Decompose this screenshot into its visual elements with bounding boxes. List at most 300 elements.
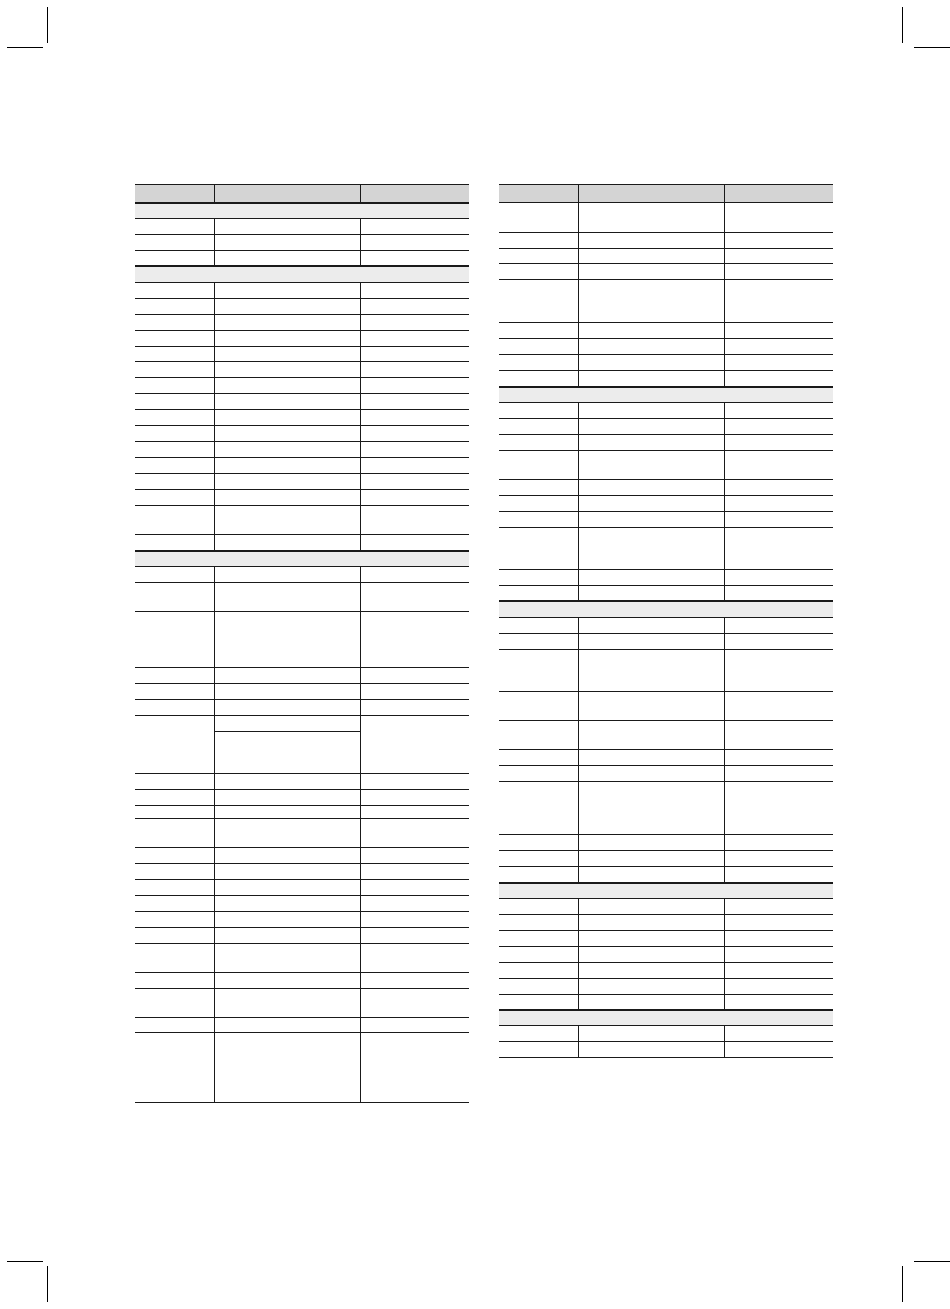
table-cell	[499, 185, 578, 202]
table-cell	[499, 419, 578, 434]
table-cell	[724, 618, 833, 633]
table-row	[499, 280, 833, 323]
table-cell	[135, 684, 214, 699]
table-cell	[724, 528, 833, 569]
table-cell	[499, 264, 578, 279]
table-cell	[578, 995, 725, 1009]
table-cell	[214, 506, 361, 534]
table-cell	[135, 989, 214, 1017]
table-row	[499, 528, 833, 570]
table-row	[499, 750, 833, 766]
table-row	[499, 947, 833, 963]
table-cell	[724, 480, 833, 495]
table-row	[135, 458, 469, 474]
table-cell	[578, 750, 725, 765]
table-cell	[578, 512, 725, 527]
table-cell	[578, 419, 725, 434]
table-row	[135, 410, 469, 426]
table-row	[135, 896, 469, 912]
table-cell	[499, 435, 578, 450]
table-row	[499, 766, 833, 782]
table-cell	[724, 355, 833, 370]
crop-mark-bottom-right-vertical	[902, 1266, 903, 1302]
table-cell	[724, 249, 833, 263]
table-cell	[214, 716, 361, 773]
table-cell	[214, 410, 361, 425]
table-row	[135, 442, 469, 458]
table-row	[499, 419, 833, 435]
table-cell	[360, 474, 469, 489]
table-cell	[578, 570, 725, 585]
table-cell	[360, 864, 469, 879]
table-cell	[214, 944, 361, 972]
table-cell	[499, 963, 578, 978]
table-cell	[214, 848, 361, 863]
table-cell	[135, 394, 214, 409]
table-cell	[360, 458, 469, 473]
table-cell	[214, 347, 361, 361]
table-section-header	[499, 601, 833, 618]
table-cell	[360, 819, 469, 847]
table-cell	[135, 426, 214, 441]
table-cell	[135, 612, 214, 667]
table-cell	[214, 235, 361, 250]
table-cell	[578, 766, 725, 781]
table-cell	[578, 586, 725, 600]
table-cell	[214, 806, 361, 818]
table-row	[499, 435, 833, 451]
table-cell	[214, 912, 361, 927]
table-cell	[135, 219, 214, 234]
table-cell	[135, 912, 214, 927]
table-row	[499, 721, 833, 750]
table-cell	[578, 403, 725, 418]
table-cell	[214, 880, 361, 895]
table-cell	[724, 451, 833, 479]
table-cell	[578, 721, 725, 749]
table-cell	[724, 931, 833, 946]
table-row	[499, 867, 833, 883]
table-cell	[724, 233, 833, 248]
table-row	[499, 496, 833, 512]
table-row	[499, 963, 833, 979]
table-row	[135, 774, 469, 790]
table-row	[135, 583, 469, 612]
left-spec-table	[135, 184, 469, 1103]
table-cell	[724, 835, 833, 850]
table-cell	[214, 378, 361, 393]
table-cell	[578, 963, 725, 978]
table-cell	[360, 378, 469, 393]
table-cell	[135, 410, 214, 425]
table-cell	[578, 355, 725, 370]
table-cell	[214, 819, 361, 847]
table-cell	[214, 185, 361, 202]
table-cell	[724, 203, 833, 232]
table-cell	[724, 496, 833, 511]
table-cell	[499, 835, 578, 850]
crop-mark-top-right-horizontal	[914, 47, 950, 48]
table-cell	[214, 567, 361, 582]
table-row	[499, 915, 833, 931]
table-cell	[214, 864, 361, 879]
table-row	[135, 989, 469, 1018]
table-row	[499, 203, 833, 233]
table-row	[499, 371, 833, 387]
table-cell	[214, 490, 361, 505]
table-cell	[135, 535, 214, 550]
table-cell	[360, 912, 469, 927]
table-row	[135, 864, 469, 880]
table-cell	[499, 323, 578, 338]
table-cell	[135, 378, 214, 393]
table-row	[135, 506, 469, 535]
table-row	[499, 782, 833, 835]
table-cell	[499, 512, 578, 527]
table-cell	[135, 458, 214, 473]
table-cell	[214, 583, 361, 611]
table-row	[135, 235, 469, 251]
table-cell	[214, 283, 361, 298]
table-section-header	[499, 387, 833, 403]
table-cell	[214, 458, 361, 473]
table-cell	[360, 806, 469, 818]
table-cell	[578, 264, 725, 279]
table-row	[499, 403, 833, 419]
table-cell	[578, 480, 725, 495]
table-cell	[578, 249, 725, 263]
table-cell	[499, 339, 578, 354]
table-cell	[499, 766, 578, 781]
table-cell	[499, 355, 578, 370]
table-row	[135, 684, 469, 700]
table-row	[135, 1018, 469, 1033]
table-cell	[499, 233, 578, 248]
table-cell	[360, 1018, 469, 1032]
table-cell	[135, 848, 214, 863]
table-row	[135, 474, 469, 490]
table-row	[499, 650, 833, 692]
table-row	[135, 315, 469, 331]
table-section-header	[499, 883, 833, 899]
table-cell	[360, 973, 469, 988]
table-cell	[578, 618, 725, 633]
table-cell	[214, 474, 361, 489]
table-cell	[135, 185, 214, 202]
table-cell	[724, 419, 833, 434]
table-cell	[499, 995, 578, 1009]
table-row	[499, 451, 833, 480]
table-cell	[135, 864, 214, 879]
table-cell	[135, 716, 214, 773]
table-cell	[499, 280, 578, 322]
table-cell	[724, 692, 833, 720]
table-cell	[499, 979, 578, 994]
table-cell	[499, 851, 578, 866]
table-row	[135, 806, 469, 819]
table-cell	[360, 394, 469, 409]
table-cell	[499, 480, 578, 495]
table-cell	[214, 299, 361, 314]
table-row	[135, 490, 469, 506]
table-cell	[724, 650, 833, 691]
table-cell	[135, 251, 214, 265]
table-cell	[578, 496, 725, 511]
table-cell	[499, 451, 578, 479]
table-row	[135, 716, 469, 774]
table-cell	[360, 567, 469, 582]
table-cell	[724, 979, 833, 994]
table-cell	[214, 612, 361, 667]
table-cell	[135, 299, 214, 314]
table-row	[135, 819, 469, 848]
table-row	[499, 480, 833, 496]
table-cell	[578, 435, 725, 450]
table-cell	[499, 1026, 578, 1041]
table-row	[135, 700, 469, 716]
table-cell	[578, 203, 725, 232]
table-row	[499, 618, 833, 634]
table-cell	[499, 867, 578, 882]
table-cell	[499, 528, 578, 569]
table-cell	[499, 650, 578, 691]
table-cell	[499, 931, 578, 946]
table-cell	[578, 851, 725, 866]
table-cell	[360, 583, 469, 611]
table-cell	[360, 331, 469, 346]
table-cell	[360, 684, 469, 699]
table-cell	[360, 928, 469, 943]
table-cell	[724, 634, 833, 649]
table-cell	[578, 835, 725, 850]
table-cell	[499, 915, 578, 930]
table-cell	[578, 692, 725, 720]
table-cell	[724, 867, 833, 882]
table-cell	[724, 435, 833, 450]
table-cell	[578, 528, 725, 569]
table-row	[499, 1042, 833, 1058]
table-cell	[724, 899, 833, 914]
table-row	[499, 339, 833, 355]
table-cell	[360, 944, 469, 972]
table-cell	[724, 995, 833, 1009]
table-cell	[135, 819, 214, 847]
table-cell	[135, 700, 214, 715]
table-cell	[360, 283, 469, 298]
table-cell	[578, 979, 725, 994]
table-cell	[360, 848, 469, 863]
table-row	[135, 928, 469, 944]
table-cell	[499, 570, 578, 585]
table-cell	[360, 235, 469, 250]
table-cell	[135, 506, 214, 534]
table-cell	[578, 634, 725, 649]
table-row	[135, 535, 469, 551]
table-cell	[135, 362, 214, 377]
table-cell	[214, 426, 361, 441]
table-row	[135, 567, 469, 583]
table-cell	[135, 583, 214, 611]
table-cell	[135, 347, 214, 361]
table-row	[135, 331, 469, 347]
table-cell	[135, 490, 214, 505]
table-cell	[360, 668, 469, 683]
table-cell	[499, 899, 578, 914]
table-section-header	[499, 1010, 833, 1026]
table-cell	[578, 782, 725, 834]
table-cell	[360, 219, 469, 234]
table-row	[499, 979, 833, 995]
table-row	[499, 899, 833, 915]
table-cell	[214, 1033, 361, 1102]
table-cell	[135, 1033, 214, 1102]
table-cell	[360, 410, 469, 425]
table-cell	[724, 371, 833, 386]
table-cell	[214, 928, 361, 943]
table-cell	[724, 323, 833, 338]
table-row	[135, 283, 469, 299]
table-cell	[724, 721, 833, 749]
crop-mark-bottom-right-horizontal	[914, 1261, 950, 1262]
table-subrow-divider	[215, 731, 361, 732]
table-cell	[724, 1042, 833, 1057]
table-header-row	[135, 184, 469, 203]
table-cell	[135, 567, 214, 582]
table-row	[499, 995, 833, 1010]
table-cell	[499, 692, 578, 720]
table-cell	[578, 280, 725, 322]
table-row	[499, 1026, 833, 1042]
table-cell	[135, 944, 214, 972]
table-cell	[135, 235, 214, 250]
table-row	[499, 634, 833, 650]
table-cell	[360, 774, 469, 789]
table-cell	[214, 774, 361, 789]
table-cell	[499, 586, 578, 600]
table-cell	[214, 700, 361, 715]
table-cell	[578, 451, 725, 479]
table-cell	[578, 185, 725, 202]
table-row	[135, 362, 469, 378]
table-row	[499, 355, 833, 371]
table-cell	[360, 790, 469, 805]
table-cell	[135, 442, 214, 457]
table-cell	[360, 362, 469, 377]
table-section-header	[135, 266, 469, 283]
table-cell	[499, 1042, 578, 1057]
table-row	[135, 426, 469, 442]
table-cell	[724, 750, 833, 765]
table-cell	[214, 442, 361, 457]
table-row	[135, 347, 469, 362]
table-cell	[499, 403, 578, 418]
table-cell	[578, 339, 725, 354]
table-cell	[214, 251, 361, 265]
table-cell	[135, 928, 214, 943]
table-cell	[360, 315, 469, 330]
table-row	[135, 668, 469, 684]
table-cell	[499, 249, 578, 263]
table-cell	[360, 896, 469, 911]
table-row	[499, 851, 833, 867]
table-cell	[135, 880, 214, 895]
table-cell	[578, 947, 725, 962]
table-section-header	[135, 203, 469, 219]
table-row	[135, 880, 469, 896]
table-cell	[578, 323, 725, 338]
table-cell	[578, 371, 725, 386]
table-cell	[724, 339, 833, 354]
table-header-row	[499, 184, 833, 203]
table-cell	[578, 650, 725, 691]
table-cell	[135, 973, 214, 988]
table-cell	[214, 790, 361, 805]
table-cell	[499, 947, 578, 962]
table-cell	[578, 233, 725, 248]
table-cell	[360, 251, 469, 265]
table-cell	[360, 299, 469, 314]
table-cell	[499, 750, 578, 765]
table-row	[135, 1033, 469, 1103]
table-cell	[214, 989, 361, 1017]
table-cell	[360, 535, 469, 550]
table-cell	[499, 496, 578, 511]
table-cell	[360, 1033, 469, 1102]
table-row	[135, 394, 469, 410]
table-row	[135, 378, 469, 394]
table-row	[135, 912, 469, 928]
table-cell	[724, 915, 833, 930]
table-row	[499, 249, 833, 264]
table-cell	[135, 283, 214, 298]
table-cell	[724, 512, 833, 527]
table-cell	[724, 586, 833, 600]
table-cell	[360, 442, 469, 457]
table-row	[499, 512, 833, 528]
table-cell	[499, 618, 578, 633]
table-row	[135, 848, 469, 864]
table-row	[499, 835, 833, 851]
table-cell	[214, 896, 361, 911]
table-cell	[214, 1018, 361, 1032]
table-cell	[499, 371, 578, 386]
table-cell	[214, 668, 361, 683]
table-section-header	[135, 551, 469, 567]
table-row	[135, 973, 469, 989]
table-row	[135, 251, 469, 266]
table-cell	[214, 684, 361, 699]
table-cell	[724, 185, 833, 202]
table-cell	[724, 403, 833, 418]
table-cell	[135, 474, 214, 489]
table-row	[135, 944, 469, 973]
table-row	[499, 264, 833, 280]
table-cell	[578, 867, 725, 882]
table-cell	[135, 668, 214, 683]
right-spec-table	[499, 184, 833, 1058]
table-cell	[578, 915, 725, 930]
table-cell	[724, 947, 833, 962]
table-cell	[360, 989, 469, 1017]
crop-mark-top-right-vertical	[902, 7, 903, 43]
table-row	[499, 233, 833, 249]
table-cell	[724, 766, 833, 781]
table-cell	[724, 1026, 833, 1041]
table-cell	[499, 203, 578, 232]
table-row	[135, 790, 469, 806]
table-cell	[214, 331, 361, 346]
table-row	[499, 931, 833, 947]
